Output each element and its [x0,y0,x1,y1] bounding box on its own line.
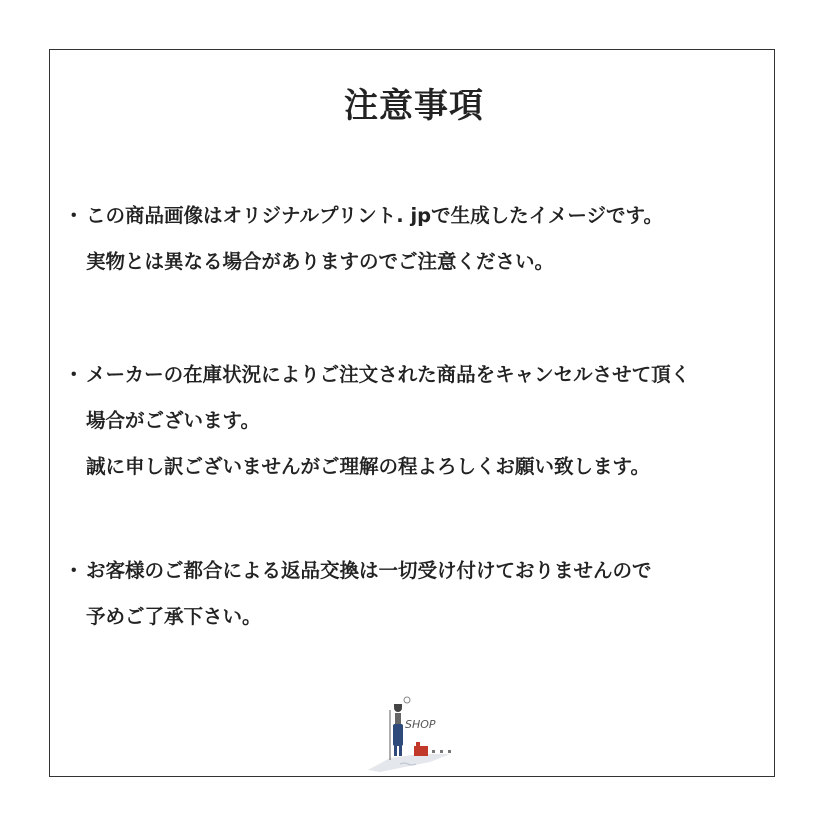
notice-item-image [64,193,663,285]
bullet: ・ [64,363,84,386]
notice-text: 予めご了承下さい。 [86,605,262,628]
notice-text: 誠に申し訳ございませんがご理解の程よろしくお願い致します。 [86,455,650,478]
bullet: ・ [64,559,84,582]
notice-text: この商品画像はオリジナルプリント. jpで生成したイメージです。 [86,204,663,227]
notice-text: 場合がございます。 [86,409,260,432]
page-title: 注意事項 [344,86,484,126]
notice-line [64,193,663,239]
shop-logo-icon [360,690,470,775]
shop-logo-graphic [360,690,470,775]
notice-line [64,548,652,594]
notice-text: お客様のご都合による返品交換は一切受け付けておりませんので [86,559,652,582]
notice-line [64,352,690,398]
notice-item-stock [64,352,690,490]
logo-text: SHOP [405,718,436,731]
notice-text: 実物とは異なる場合がありますのでご注意ください。 [86,250,555,273]
notice-text: メーカーの在庫状況によりご注文された商品をキャンセルさせて頂く [86,363,691,386]
bullet: ・ [64,204,84,227]
notice-item-returns [64,548,652,640]
